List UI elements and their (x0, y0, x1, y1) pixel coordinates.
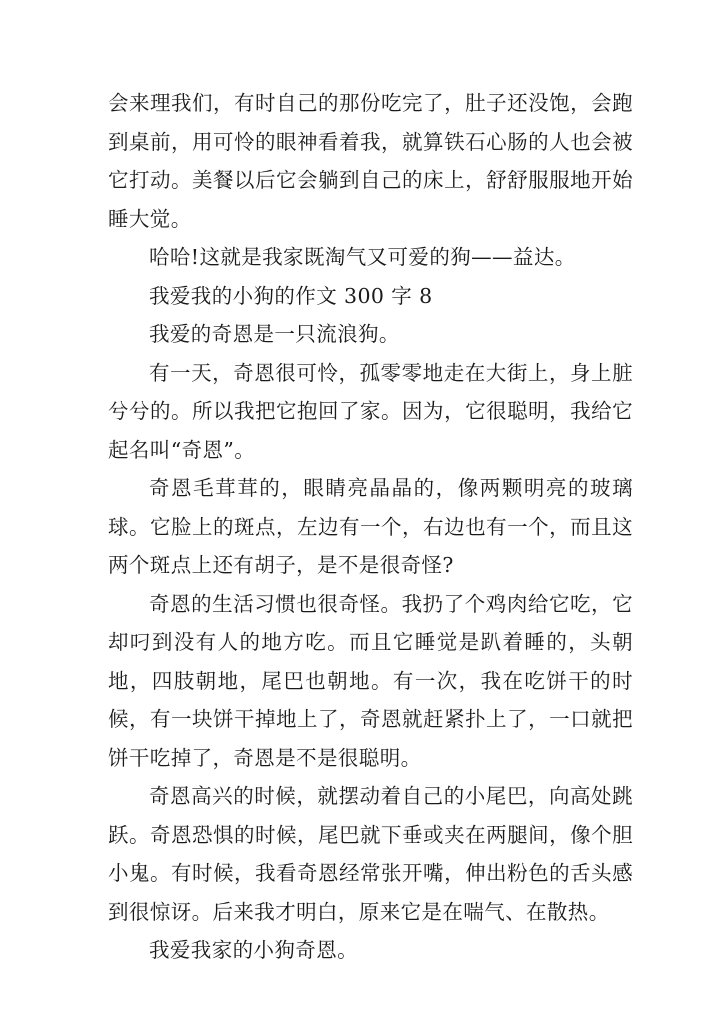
paragraph-2: 哈哈!这就是我家既淘气又可爱的狗——益达。 (149, 245, 576, 269)
paragraph-8: 奇恩高兴的时候，就摆动着自己的小尾巴，向高处跳跃。奇恩恐惧的时候，尾巴就下垂或夹在两腿间，像个胆小鬼。有时候，我看奇恩经常张开嘴，伸出粉色的舌头感到很惊讶。后来我才明白，原来它是在喘气、在散热。 (108, 784, 633, 924)
paragraph-5: 有一天，奇恩很可怜，孤零零地走在大街上，身上脏兮兮的。所以我把它抱回了家。因为，它很聪明，我给它起名叫“奇恩”。 (108, 360, 633, 462)
paragraph-4: 我爱的奇恩是一只流浪狗。 (149, 322, 400, 346)
paragraph-7: 奇恩的生活习惯也很奇怪。我扔了个鸡肉给它吃，它却叼到没有人的地方吃。而且它睡觉是趴着睡的，头朝地，四肢朝地，尾巴也朝地。有一次，我在吃饼干的时候，有一块饼干掉地上了，奇恩就赶紧扑上了，一口就把饼干吃掉了，奇恩是不是很聪明。 (108, 591, 633, 770)
essay-title: 我爱我的小狗的作文 300 字 8 (149, 283, 433, 308)
paragraph-1: 会来理我们，有时自己的那份吃完了，肚子还没饱，会跑到桌前，用可怜的眼神看着我，就算铁石心肠的人也会被它打动。美餐以后它会躺到自己的床上，舒舒服服地开始睡大觉。 (108, 91, 633, 231)
paragraph-6: 奇恩毛茸茸的，眼睛亮晶晶的，像两颗明亮的玻璃球。它脸上的斑点，左边有一个，右边也有一个，而且这两个斑点上还有胡子，是不是很奇怪? (108, 476, 633, 577)
paragraph-9: 我爱我家的小狗奇恩。 (149, 938, 358, 962)
document-body (108, 84, 633, 970)
